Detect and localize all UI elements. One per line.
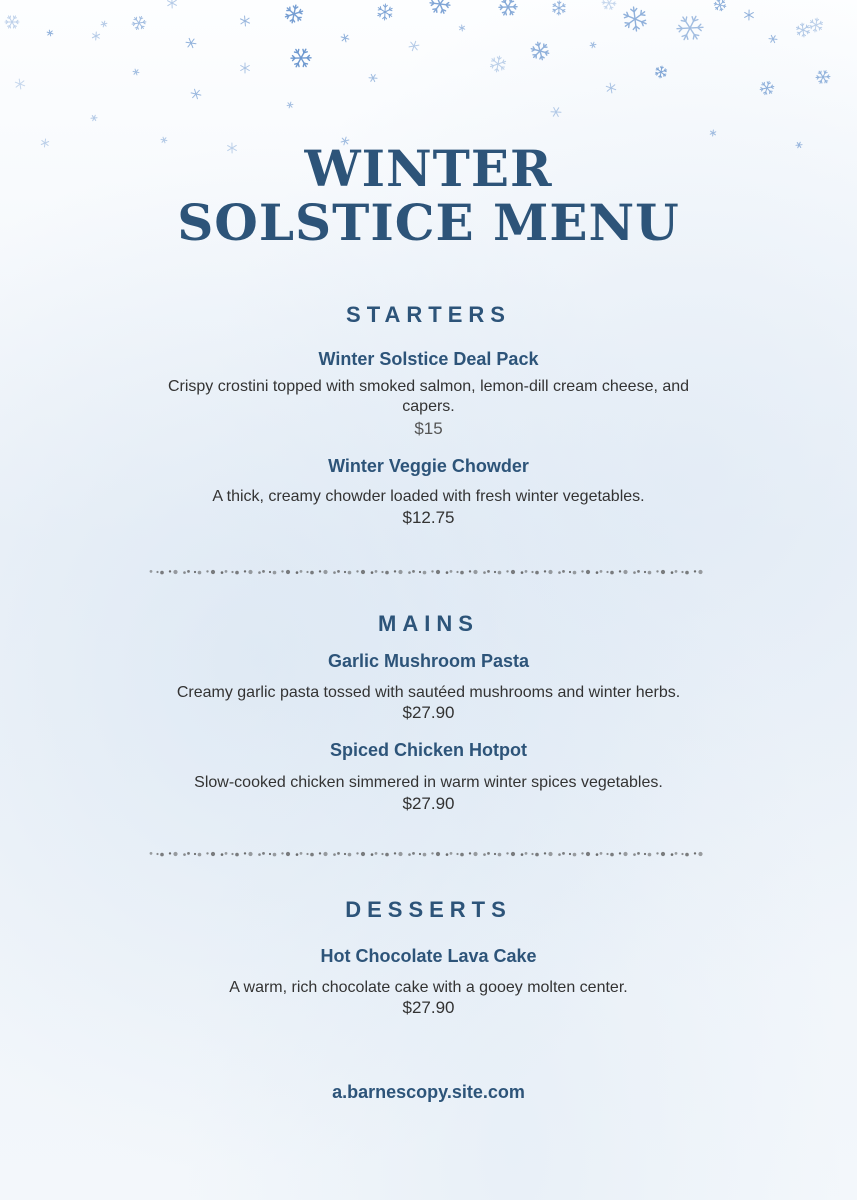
section-heading-starters: STARTERS: [346, 302, 511, 327]
snowflake-icon: [487, 54, 508, 75]
section-heading-desserts: DESSERTS: [345, 897, 512, 922]
website-link[interactable]: a.barnescopy.site.com: [332, 1082, 525, 1102]
snowflake-icon: [286, 101, 294, 109]
snowflake-icon: [340, 34, 350, 43]
snowflake-icon: [550, 0, 568, 17]
section-divider: [148, 567, 709, 577]
snowflake-icon: [589, 41, 597, 49]
snowflake-icon: [190, 89, 202, 100]
snowflake-icon: [653, 64, 669, 80]
snowflake-icon: [91, 31, 102, 41]
snowflake-icon: [130, 14, 148, 33]
menu-item-price: $27.90: [402, 794, 455, 813]
snowflake-icon: [282, 2, 306, 26]
snowflake-icon: [5, 16, 19, 28]
menu-item-name: Winter Veggie Chowder: [328, 456, 529, 476]
snowflake-icon: [814, 68, 832, 86]
snowflake-icon: [742, 9, 755, 22]
snowflake-icon: [239, 15, 252, 27]
snowflake-icon: [758, 79, 776, 98]
menu-item-price: $12.75: [402, 508, 455, 527]
snowflake-icon: [769, 35, 778, 43]
menu-item-price: $27.90: [402, 998, 455, 1017]
snowflake-icon: [369, 74, 377, 81]
menu-item-name: Winter Solstice Deal Pack: [318, 349, 539, 369]
snowflake-icon: [288, 45, 313, 71]
snowflake-icon: [605, 82, 617, 94]
snowflake-icon: [375, 2, 396, 22]
menu-item-description: Slow-cooked chicken simmered in warm winter spices vegetables.: [194, 774, 663, 791]
snowflake-icon: [551, 107, 561, 116]
snowflake-icon: [239, 62, 252, 75]
snowflake-icon: [166, 0, 179, 9]
snowflake-icon: [100, 20, 108, 28]
snowflake-icon: [601, 0, 616, 10]
menu-title-line1: WINTER: [304, 139, 553, 198]
section-heading-mains: MAINS: [378, 611, 479, 636]
snowflake-icon: [133, 69, 140, 75]
snowflake-icon: [673, 11, 706, 45]
snowflake-icon: [458, 24, 466, 31]
menu-item-description: A warm, rich chocolate cake with a gooey molten center.: [229, 979, 628, 996]
menu-item-description: Crispy crostini topped with smoked salmon, lemon-dill cream cheese, and capers.: [167, 378, 690, 415]
menu-item-name: Hot Chocolate Lava Cake: [320, 946, 537, 966]
menu-item-description: Creamy garlic pasta tossed with sautéed mushrooms and winter herbs.: [176, 684, 681, 701]
menu-item-description: A thick, creamy chowder loaded with fresh winter vegetables.: [212, 488, 645, 505]
snowflake-icon: [46, 30, 53, 37]
menu-item-price: $27.90: [402, 703, 455, 722]
menu-item-name: Garlic Mushroom Pasta: [327, 651, 530, 671]
menu-title-line2: SOLSTICE MENU: [177, 193, 680, 252]
snowflake-icon: [407, 39, 420, 52]
snowflake-icon: [90, 114, 98, 122]
snowflake-icon: [185, 38, 196, 48]
snowflake-icon: [713, 0, 727, 11]
section-divider: [148, 849, 709, 859]
snowflake-icon: [14, 78, 26, 90]
snowflake-icon: [529, 41, 550, 61]
menu-item-name: Spiced Chicken Hotpot: [329, 740, 527, 760]
menu-item-price: $15: [414, 419, 443, 438]
snowflake-icon: [620, 5, 650, 34]
snowflake-icon: [429, 0, 451, 14]
snowflake-icon: [709, 129, 717, 137]
snowflake-icon: [794, 22, 812, 38]
snowflake-icon: [807, 16, 826, 34]
snowflake-icon: [497, 0, 520, 19]
